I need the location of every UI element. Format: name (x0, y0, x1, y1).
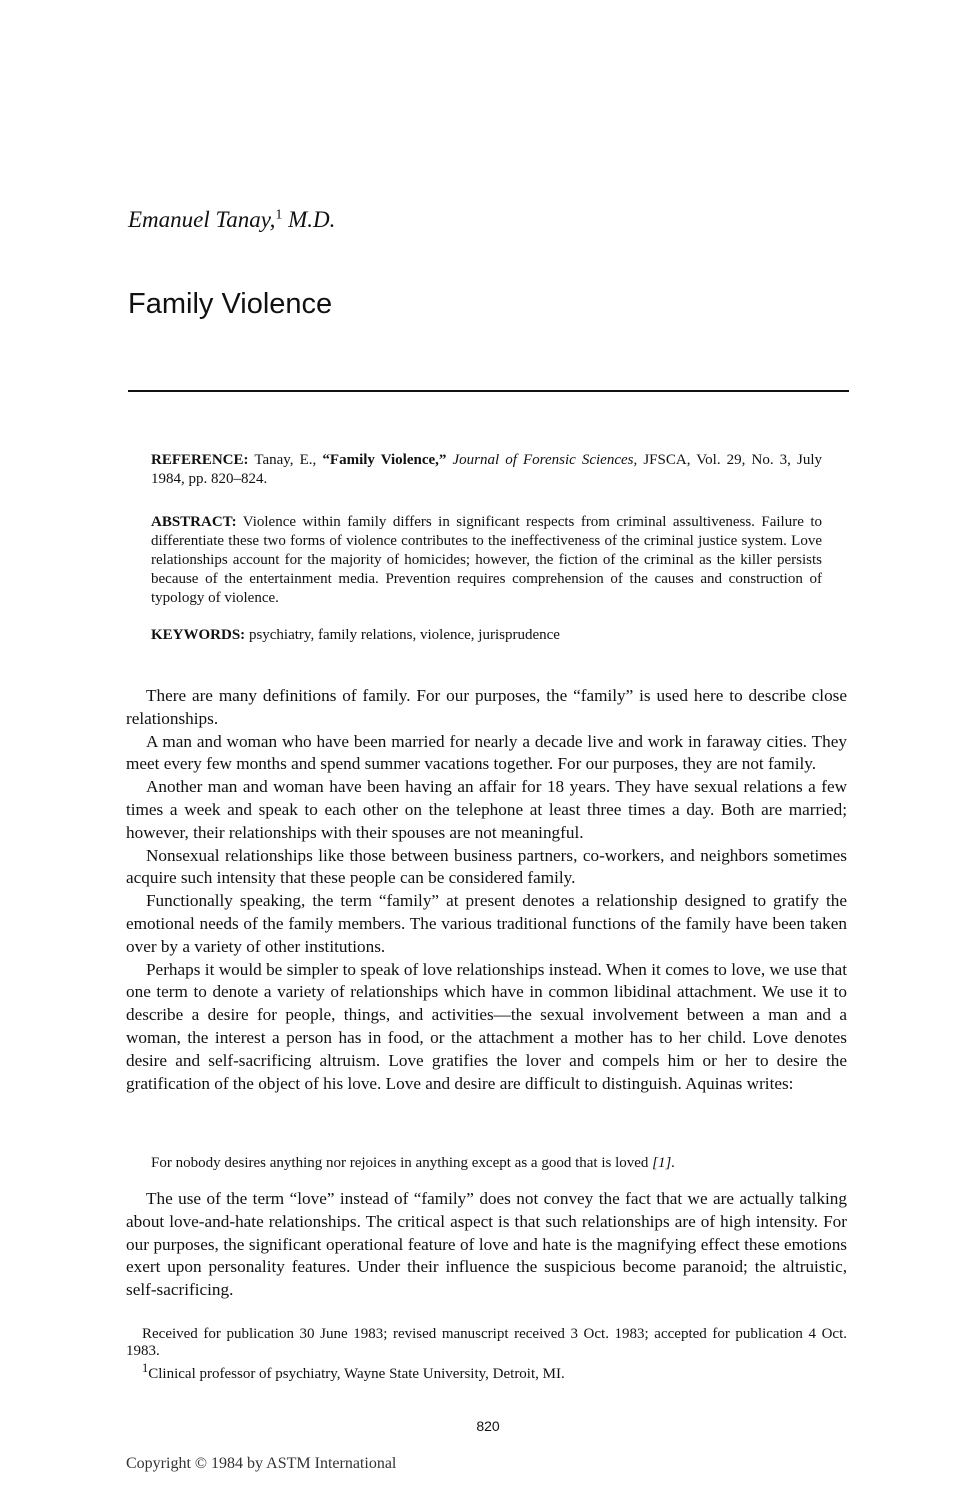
paragraph-2: A man and woman who have been married for nearly a decade live and work in faraway cities. They meet every few months and spend summer vacations together. For our purposes, they are not family. (126, 731, 847, 774)
copyright-notice: Copyright © 1984 by ASTM International (126, 1455, 397, 1472)
quote-citation: [1]. (652, 1155, 676, 1171)
author-degree: M.D. (288, 207, 336, 232)
paragraph-6: Perhaps it would be simpler to speak of love relationships instead. When it comes to love, we use that one term to denote a variety of relationships which have in common libidinal attachment. We use it to describe a desire for people, things, and activities—the sexual involvement between a man and a woman, the interest a person has in food, or the attachment a mother has to her child. Love denotes desire and self-sacrificing altruism. Love gratifies the lover and compels him or her to desire the gratification of the object of his love. Love and desire are difficult to distinguish. Aquinas writes: (126, 959, 847, 1093)
keywords-label: KEYWORDS: (151, 627, 246, 643)
page-number: 820 (476, 1418, 500, 1434)
abstract-block (151, 513, 822, 608)
article-title: Family Violence (128, 288, 333, 320)
reference-block (151, 451, 822, 489)
keywords-text: psychiatry, family relations, violence, jurisprudence (248, 627, 560, 643)
abstract-text: Violence within family differs in significant respects from criminal assultiveness. Failure to differentiate these two forms of violence contributes to the ineffectiveness of the criminal justice system. Love relationships account for the majority of homicides; however, the fiction of the criminal as the killer persists because of the entertainment media. Prevention requires comprehension of the causes and construction of typology of violence. (151, 514, 822, 606)
footnotes (126, 1326, 847, 1383)
title-divider (128, 390, 849, 392)
reference-journal: Journal of Forensic Sciences, (452, 452, 638, 468)
reference-label: REFERENCE: (151, 452, 249, 468)
keywords-block (151, 626, 822, 645)
paragraph-1: There are many definitions of family. For our purposes, the “family” is used here to describe close relationships. (126, 686, 847, 728)
author-footnote-mark: 1 (275, 207, 283, 223)
author-name: Emanuel Tanay, (128, 207, 276, 232)
paragraph-4: Nonsexual relationships like those between business partners, co-workers, and neighbors sometimes acquire such intensity that these people can be considered family. (126, 845, 847, 888)
reference-title: “Family Violence,” (322, 452, 447, 468)
footnote-1-mark: 1 (142, 1361, 149, 1375)
footnote-1 (126, 1360, 847, 1383)
body-text-part-1 (126, 685, 847, 1095)
paragraph-7: The use of the term “love” instead of “family” does not convey the fact that we are actually talking about love-and-hate relationships. The critical aspect is that such relationships are of high intensity. For our purposes, the significant operational feature of love and hate is the magnifying effect these emotions exert upon personality features. Under their influence the suspicious become paranoid; the altruistic, self-sacrificing. (126, 1189, 847, 1300)
abstract-label: ABSTRACT: (151, 514, 237, 530)
footnote-1-text: Clinical professor of psychiatry, Wayne State University, Detroit, MI. (148, 1366, 565, 1382)
received-note: Received for publication 30 June 1983; revised manuscript received 3 Oct. 1983; accepted for publication 4 Oct. 1983. (126, 1326, 847, 1359)
quote-text: For nobody desires anything nor rejoices in anything except as a good that is loved (151, 1155, 649, 1171)
body-text-part-2 (126, 1188, 847, 1302)
block-quote (151, 1154, 831, 1173)
author-line (128, 207, 335, 233)
reference-author: Tanay, E., (254, 452, 317, 468)
paragraph-3: Another man and woman have been having an affair for 18 years. They have sexual relations a few times a week and speak to each other on the telephone at least three times a day. Both are married; however, their relationships with their spouses are not meaningful. (126, 777, 847, 842)
paragraph-5: Functionally speaking, the term “family” at present denotes a relationship designed to gratify the emotional needs of the family members. The various traditional functions of the family have been taken over by a variety of other institutions. (126, 891, 847, 956)
reference-details: JFSCA, Vol. 29, No. 3, July 1984, pp. 820–824. (151, 452, 823, 487)
